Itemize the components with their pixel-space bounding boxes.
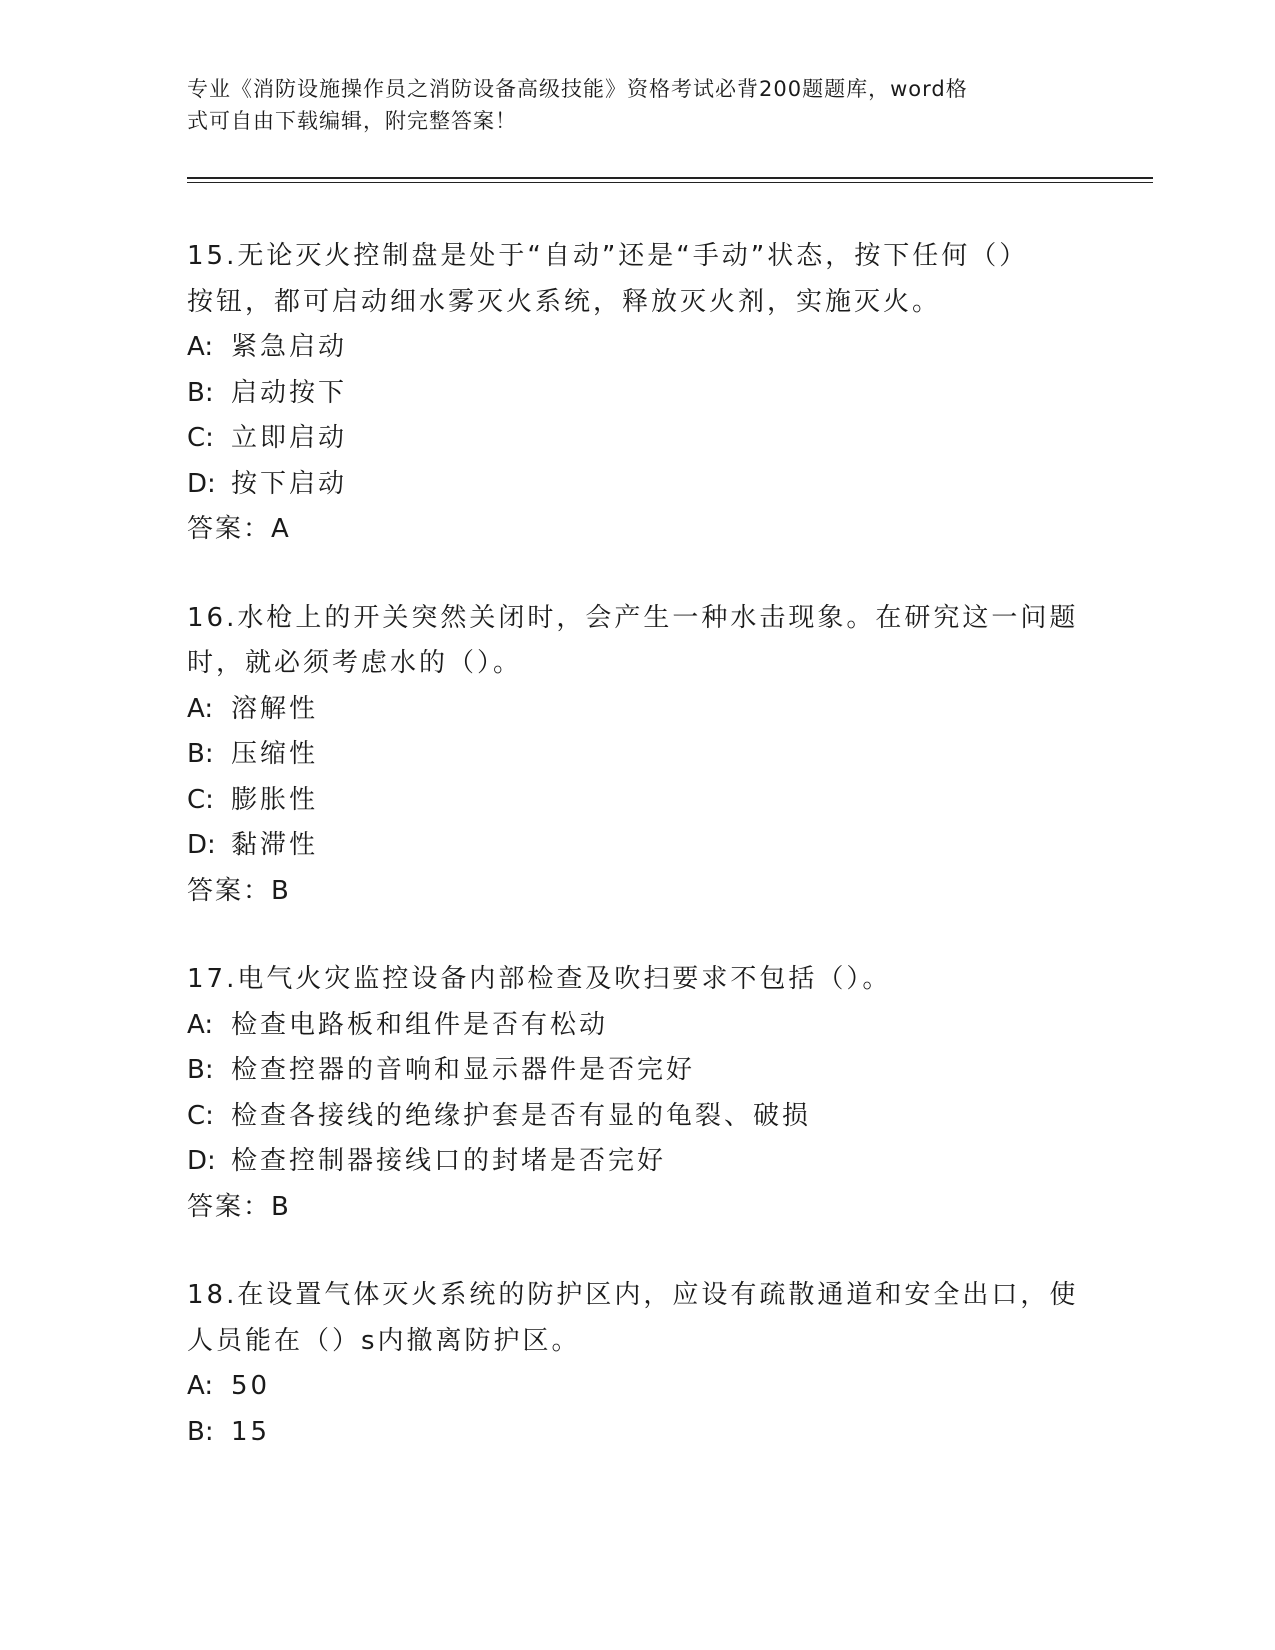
option-letter: B: [187, 739, 214, 769]
header-divider-thick [187, 177, 1153, 179]
option-b [187, 1410, 1087, 1456]
question-text-line-2: 时，就必须考虑水的（）。 [187, 648, 523, 678]
option-letter: D: [187, 830, 216, 860]
option-letter: A: [187, 1371, 214, 1401]
option-text: 检查控器的音响和显示器件是否完好 [231, 1055, 696, 1085]
question-16 [187, 596, 1087, 915]
option-letter: C: [187, 423, 214, 453]
option-text: 按下启动 [231, 468, 348, 499]
question-text [187, 596, 1087, 687]
question-18 [187, 1273, 1087, 1455]
question-text-line-1: 16.水枪上的开关突然关闭时，会产生一种水击现象。在研究这一问题 [187, 602, 1079, 633]
question-15 [187, 234, 1087, 553]
question-list [187, 234, 1087, 1498]
question-text-line-2: 人员能在（）s内撤离防护区。 [187, 1325, 581, 1356]
option-c [187, 778, 1087, 824]
option-d [187, 1139, 1087, 1185]
option-letter: A: [187, 1009, 214, 1040]
question-text-line-1: 17.电气火灾监控设备内部检查及吹扫要求不包括（）。 [187, 964, 892, 994]
option-letter: C: [187, 784, 214, 815]
option-text: 黏滞性 [231, 830, 319, 860]
option-b [187, 732, 1087, 778]
option-b [187, 371, 1087, 417]
answer-line: 答案：A [187, 514, 291, 544]
question-text [187, 1273, 1087, 1364]
question-text-line-2: 按钮，都可启动细水雾灭火系统，释放灭火剂，实施灭火。 [187, 286, 942, 317]
answer-line: 答案：B [187, 875, 291, 906]
option-c [187, 416, 1087, 462]
option-text: 立即启动 [231, 423, 348, 453]
option-text: 膨胀性 [231, 784, 319, 815]
question-text [187, 957, 1087, 1003]
option-letter: D: [187, 1146, 216, 1176]
option-letter: B: [187, 377, 214, 408]
option-letter: D: [187, 468, 216, 499]
question-text [187, 234, 1087, 325]
option-text: 压缩性 [231, 739, 319, 769]
option-text: 检查各接线的绝缘护套是否有显的龟裂、破损 [231, 1100, 812, 1131]
option-a [187, 325, 1087, 371]
option-a [187, 1003, 1087, 1049]
option-d [187, 823, 1087, 869]
header-line-2: 式可自由下载编辑，附完整答案！ [187, 109, 517, 133]
option-text: 检查电路板和组件是否有松动 [231, 1009, 609, 1040]
option-text: 15 [231, 1416, 271, 1447]
question-text-line-1: 15.无论灭火控制盘是处于“自动”还是“手动”状态，按下任何（） [187, 241, 1029, 271]
option-a [187, 687, 1087, 733]
option-text: 检查控制器接线口的封堵是否完好 [231, 1146, 667, 1176]
option-a [187, 1364, 1087, 1410]
option-text: 溶解性 [231, 693, 319, 724]
option-letter: C: [187, 1100, 214, 1131]
option-letter: B: [187, 1416, 214, 1447]
option-text: 50 [231, 1371, 271, 1401]
option-letter: B: [187, 1055, 214, 1085]
option-text: 紧急启动 [231, 332, 348, 362]
document-header [187, 73, 1067, 137]
question-text-line-1: 18.在设置气体灭火系统的防护区内，应设有疏散通道和安全出口，使 [187, 1280, 1079, 1310]
header-line-1: 专业《消防设施操作员之消防设备高级技能》资格考试必背200题题库，word格 [187, 77, 968, 101]
answer-line: 答案：B [187, 1191, 291, 1222]
option-letter: A: [187, 332, 214, 362]
option-letter: A: [187, 693, 214, 724]
question-17 [187, 957, 1087, 1230]
header-divider-thin [187, 182, 1153, 183]
option-text: 启动按下 [231, 377, 348, 408]
option-b [187, 1048, 1087, 1094]
option-d [187, 462, 1087, 508]
option-c [187, 1094, 1087, 1140]
